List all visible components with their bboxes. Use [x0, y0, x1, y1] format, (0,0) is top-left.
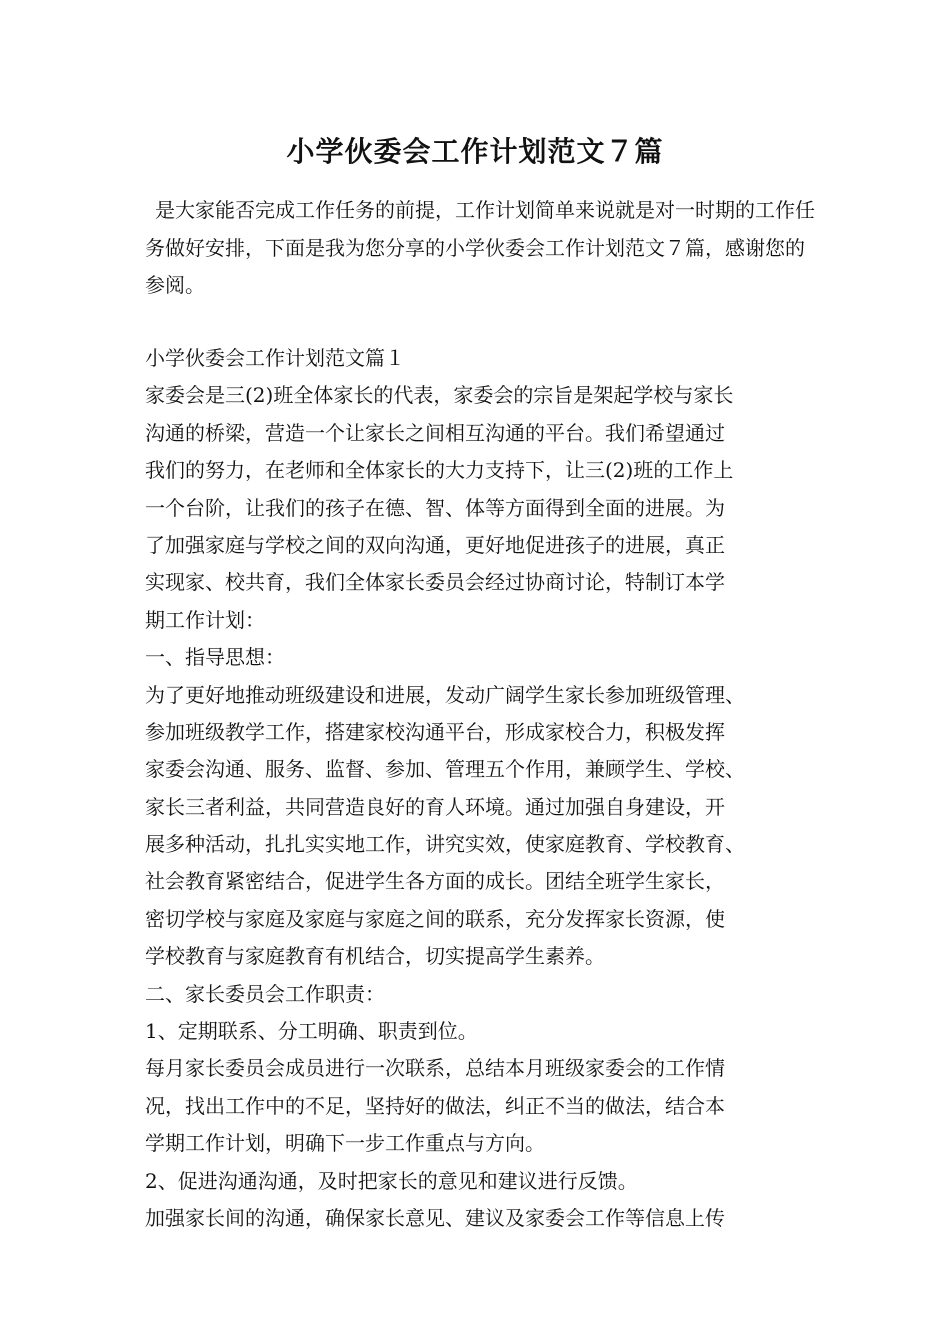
- text-line: 为了更好地推动班级建设和进展，发动广阔学生家长参加班级管理、: [145, 682, 745, 707]
- text-line: 况，找出工作中的不足，坚持好的做法，纠正不当的做法，结合本: [145, 1093, 725, 1118]
- document-title: 小学伙委会工作计划范文７篇: [286, 135, 664, 168]
- text-line: 社会教育紧密结合，促进学生各方面的成长。团结全班学生家长，: [145, 869, 725, 894]
- text-line: 沟通的桥梁，营造一个让家长之间相互沟通的平台。我们希望通过: [145, 420, 725, 445]
- text-line: 参加班级教学工作，搭建家校沟通平台，形成家校合力，积极发挥: [145, 719, 725, 744]
- text-line: 一、指导思想：: [145, 645, 285, 670]
- text-line: 小学伙委会工作计划范文篇１: [145, 346, 405, 370]
- text-line: 期工作计划：: [145, 607, 265, 632]
- text-line: 家委会是三(2)班全体家长的代表，家委会的宗旨是架起学校与家长: [145, 383, 734, 408]
- text-line: 2、促进沟通沟通，及时把家长的意见和建议进行反馈。: [145, 1168, 638, 1193]
- text-line: 1、定期联系、分工明确、职责到位。: [145, 1019, 478, 1044]
- text-line: 了加强家庭与学校之间的双向沟通，更好地促进孩子的进展，真正: [145, 532, 725, 557]
- text-line: 实现家、校共育，我们全体家长委员会经过协商讨论，特制订本学: [145, 570, 725, 595]
- text-line: 家长三者利益，共同营造良好的育人环境。通过加强自身建设，开: [145, 794, 725, 819]
- text-line: 我们的努力，在老师和全体家长的大力支持下，让三(2)班的工作上: [145, 458, 734, 483]
- text-line: 展多种活动，扎扎实实地工作，讲究实效，使家庭教育、学校教育、: [145, 832, 745, 857]
- text-line: 每月家长委员会成员进行一次联系，总结本月班级家委会的工作情: [145, 1056, 725, 1081]
- document-body: [145, 340, 825, 1237]
- text-line: 二、家长委员会工作职责：: [145, 981, 385, 1006]
- text-line: 家委会沟通、服务、监督、参加、管理五个作用，兼顾学生、学校、: [145, 757, 745, 782]
- text-line: 加强家长间的沟通，确保家长意见、建议及家委会工作等信息上传: [145, 1205, 725, 1230]
- text-line: 一个台阶，让我们的孩子在德、智、体等方面得到全面的进展。为: [145, 495, 725, 520]
- intro-paragraph: 是大家能否完成工作任务的前提，工作计划简单来说就是对一时期的工作任务做好安排，下面是我为您分享的小学伙委会工作计划范文７篇，感谢您的参阅。: [145, 198, 815, 297]
- text-line: 学期工作计划，明确下一步工作重点与方向。: [145, 1131, 545, 1156]
- text-line: 学校教育与家庭教育有机结合，切实提高学生素养。: [145, 944, 605, 969]
- text-line: 密切学校与家庭及家庭与家庭之间的联系，充分发挥家长资源，使: [145, 906, 725, 931]
